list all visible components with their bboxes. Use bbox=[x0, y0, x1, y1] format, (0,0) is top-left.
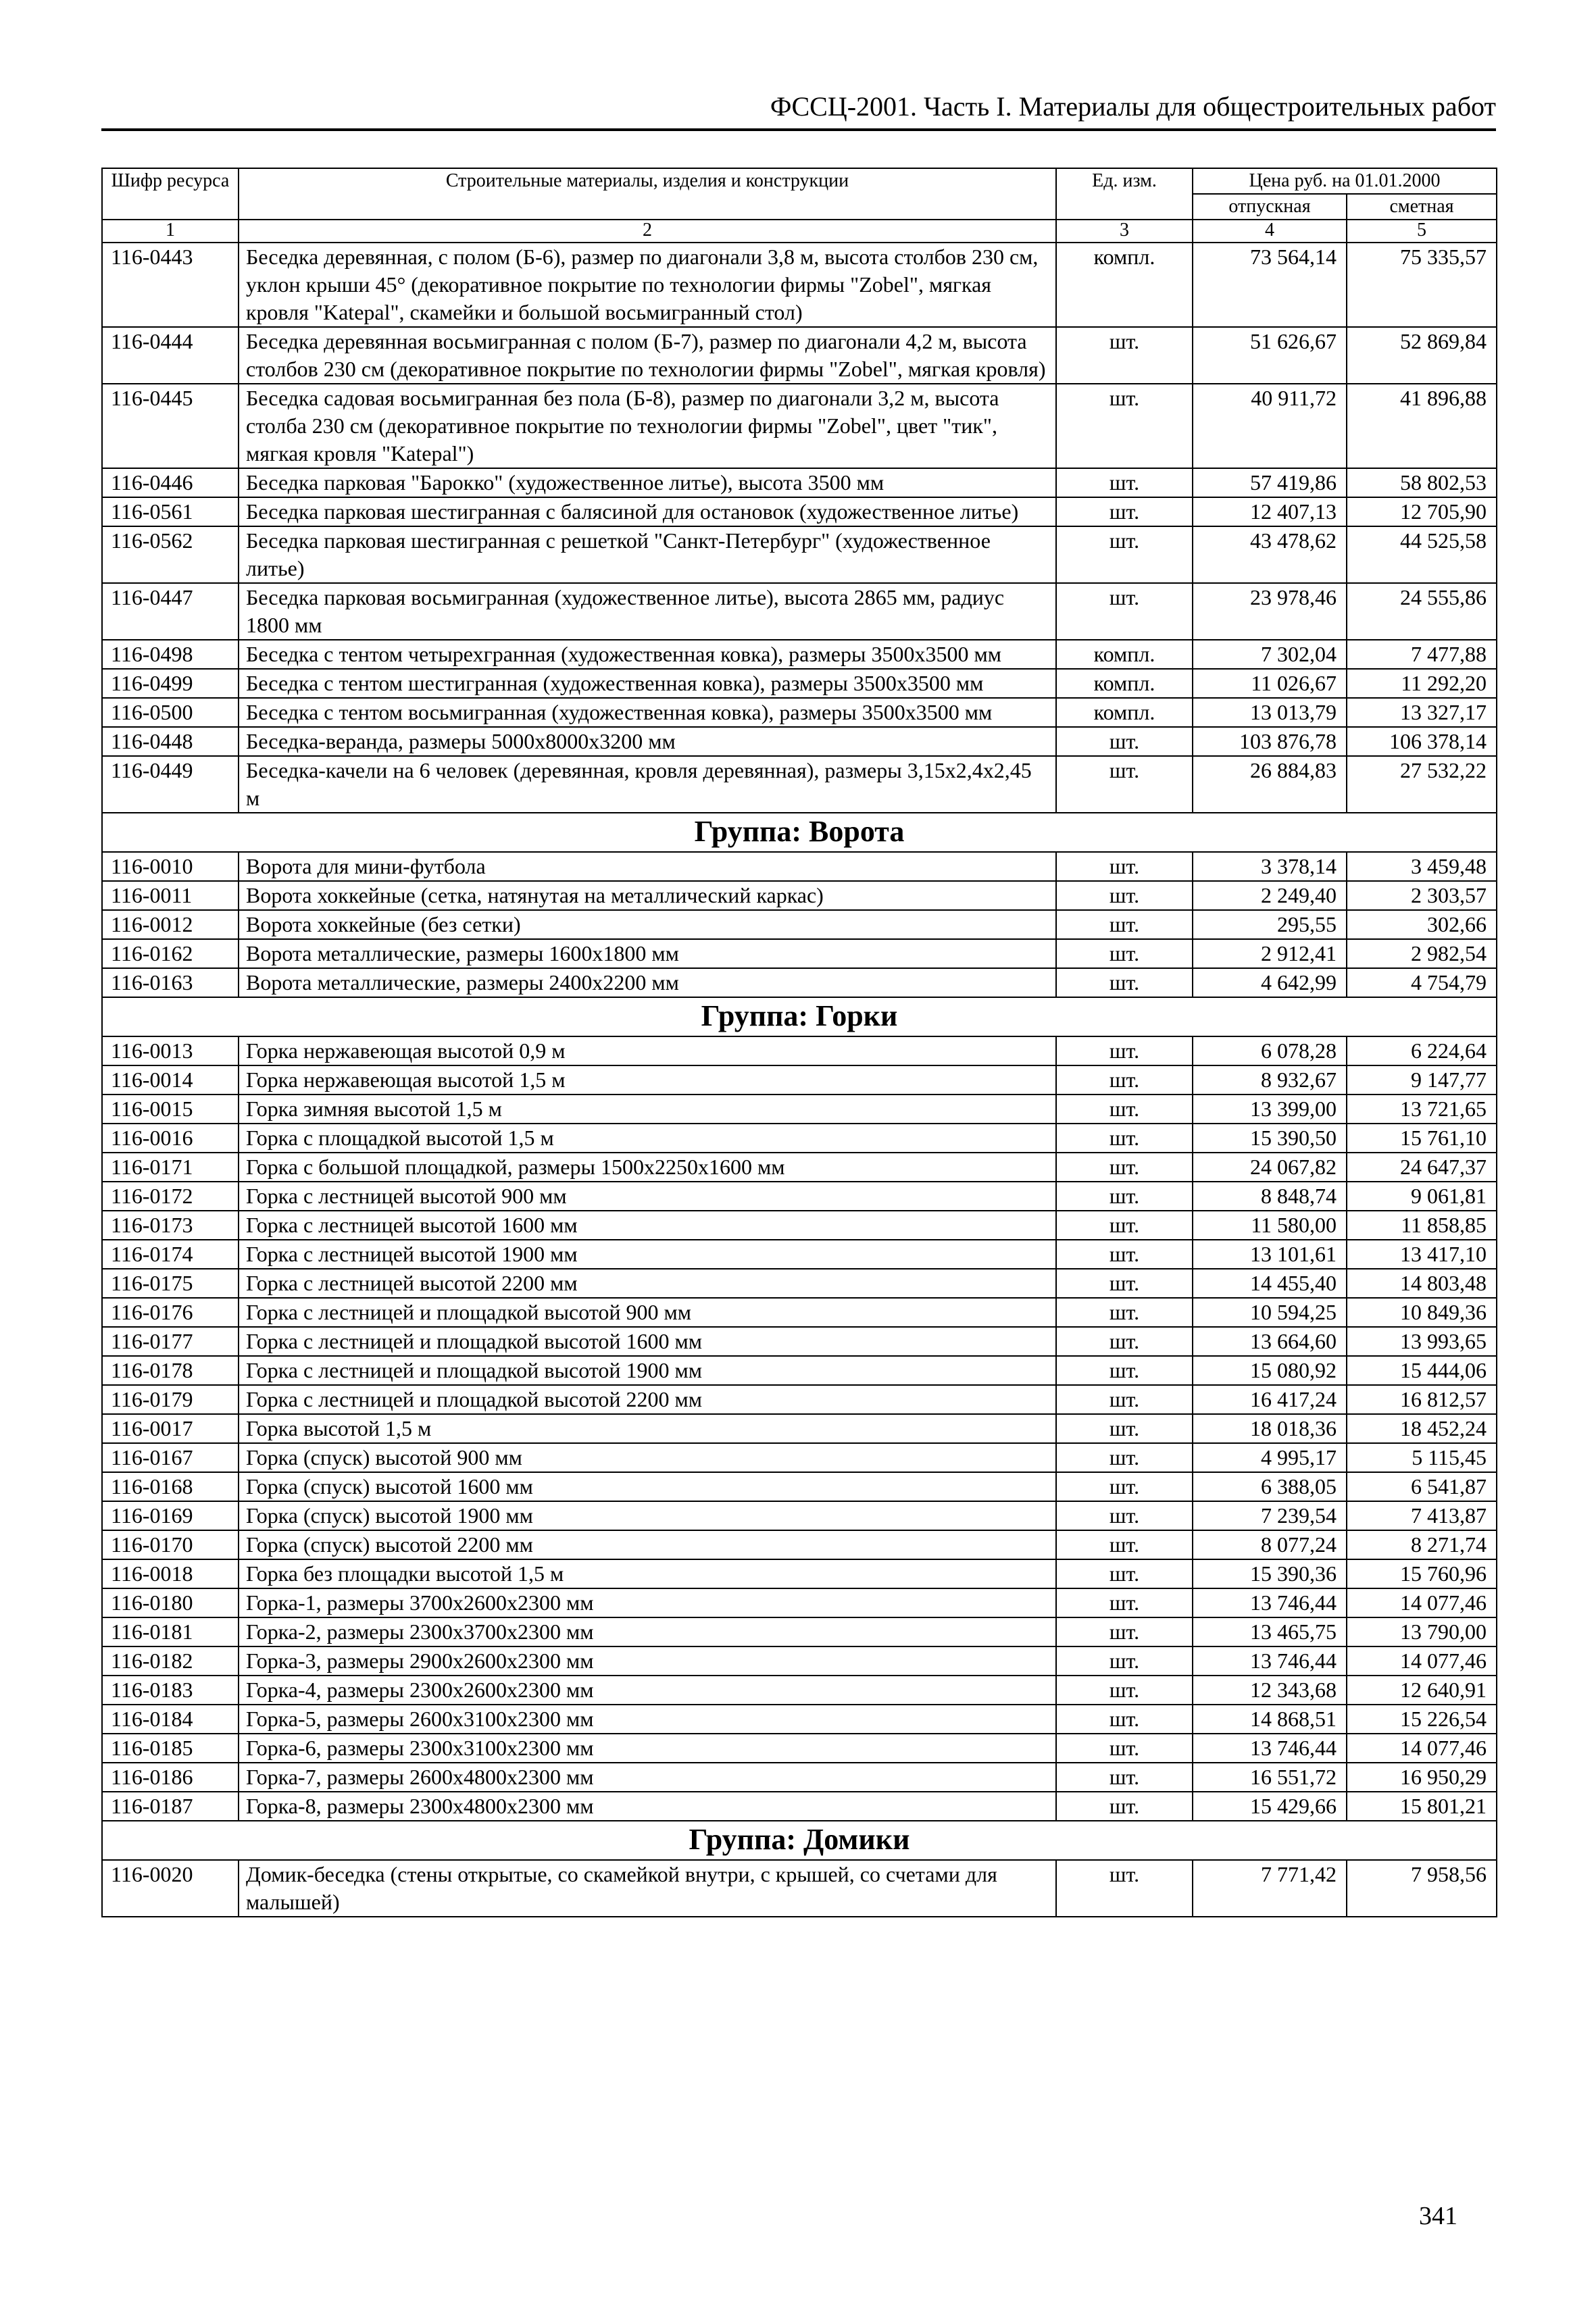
resource-code: 116-0174 bbox=[102, 1240, 239, 1269]
material-name: Горка-5, размеры 2600х3100х2300 мм bbox=[239, 1705, 1056, 1734]
unit-of-measure: шт. bbox=[1056, 1588, 1193, 1617]
material-name: Горка-6, размеры 2300х3100х2300 мм bbox=[239, 1734, 1056, 1763]
estimate-price: 13 721,65 bbox=[1347, 1095, 1497, 1124]
estimate-price: 52 869,84 bbox=[1347, 327, 1497, 384]
release-price: 7 239,54 bbox=[1193, 1501, 1347, 1530]
table-row bbox=[102, 1414, 1497, 1443]
page-header: ФССЦ-2001. Часть I. Материалы для общестроительных работ bbox=[101, 89, 1496, 131]
estimate-price: 13 417,10 bbox=[1347, 1240, 1497, 1269]
group-header-row bbox=[102, 1821, 1497, 1860]
table-row bbox=[102, 1065, 1497, 1095]
resource-code: 116-0012 bbox=[102, 910, 239, 939]
table-row bbox=[102, 526, 1497, 583]
table-row bbox=[102, 881, 1497, 910]
unit-of-measure: шт. bbox=[1056, 939, 1193, 968]
release-price: 13 746,44 bbox=[1193, 1588, 1347, 1617]
unit-of-measure: шт. bbox=[1056, 727, 1193, 756]
table-row bbox=[102, 1153, 1497, 1182]
resource-code: 116-0177 bbox=[102, 1327, 239, 1356]
resource-code: 116-0178 bbox=[102, 1356, 239, 1385]
column-number-row bbox=[102, 220, 1497, 243]
table-row bbox=[102, 1327, 1497, 1356]
resource-code: 116-0176 bbox=[102, 1298, 239, 1327]
table-row bbox=[102, 1646, 1497, 1676]
page-number: 341 bbox=[1419, 2202, 1457, 2230]
resource-code: 116-0167 bbox=[102, 1443, 239, 1472]
table-row bbox=[102, 1705, 1497, 1734]
table-row bbox=[102, 1036, 1497, 1065]
material-name: Горка-3, размеры 2900х2600х2300 мм bbox=[239, 1646, 1056, 1676]
release-price: 40 911,72 bbox=[1193, 384, 1347, 468]
unit-of-measure: шт. bbox=[1056, 583, 1193, 640]
resource-code: 116-0014 bbox=[102, 1065, 239, 1095]
estimate-price: 7 477,88 bbox=[1347, 640, 1497, 669]
unit-of-measure: шт. bbox=[1056, 384, 1193, 468]
release-price: 2 249,40 bbox=[1193, 881, 1347, 910]
resource-code: 116-0168 bbox=[102, 1472, 239, 1501]
material-name: Беседка с тентом четырехгранная (художественная ковка), размеры 3500х3500 мм bbox=[239, 640, 1056, 669]
price-table bbox=[101, 168, 1497, 1917]
table-row bbox=[102, 1240, 1497, 1269]
estimate-price: 9 061,81 bbox=[1347, 1182, 1497, 1211]
group-title: Группа: Горки bbox=[102, 997, 1497, 1036]
table-row bbox=[102, 1356, 1497, 1385]
release-price: 16 551,72 bbox=[1193, 1763, 1347, 1792]
unit-of-measure: шт. bbox=[1056, 526, 1193, 583]
table-row bbox=[102, 1559, 1497, 1588]
unit-of-measure: шт. bbox=[1056, 1617, 1193, 1646]
estimate-price: 11 858,85 bbox=[1347, 1211, 1497, 1240]
material-name: Ворота для мини-футбола bbox=[239, 852, 1056, 881]
table-row bbox=[102, 1530, 1497, 1559]
material-name: Беседка парковая шестигранная с балясиной для остановок (художественное литье) bbox=[239, 497, 1056, 526]
material-name: Беседка с тентом восьмигранная (художественная ковка), размеры 3500х3500 мм bbox=[239, 698, 1056, 727]
table-row bbox=[102, 1124, 1497, 1153]
table-row bbox=[102, 497, 1497, 526]
estimate-price: 7 958,56 bbox=[1347, 1860, 1497, 1917]
group-header-row bbox=[102, 813, 1497, 852]
unit-of-measure: шт. bbox=[1056, 1153, 1193, 1182]
material-name: Горка нержавеющая высотой 1,5 м bbox=[239, 1065, 1056, 1095]
estimate-price: 41 896,88 bbox=[1347, 384, 1497, 468]
table-row bbox=[102, 1269, 1497, 1298]
unit-of-measure: шт. bbox=[1056, 1124, 1193, 1153]
resource-code: 116-0162 bbox=[102, 939, 239, 968]
table-row bbox=[102, 1588, 1497, 1617]
unit-of-measure: шт. bbox=[1056, 1646, 1193, 1676]
estimate-price: 13 993,65 bbox=[1347, 1327, 1497, 1356]
release-price: 15 390,50 bbox=[1193, 1124, 1347, 1153]
estimate-price: 24 555,86 bbox=[1347, 583, 1497, 640]
resource-code: 116-0013 bbox=[102, 1036, 239, 1065]
col-number: 3 bbox=[1056, 220, 1193, 243]
header-estimate: сметная bbox=[1347, 194, 1497, 220]
estimate-price: 13 790,00 bbox=[1347, 1617, 1497, 1646]
table-row bbox=[102, 1676, 1497, 1705]
unit-of-measure: шт. bbox=[1056, 1763, 1193, 1792]
header-code: Шифр ресурса bbox=[102, 168, 239, 220]
release-price: 7 771,42 bbox=[1193, 1860, 1347, 1917]
release-price: 13 101,61 bbox=[1193, 1240, 1347, 1269]
material-name: Ворота металлические, размеры 1600х1800 мм bbox=[239, 939, 1056, 968]
estimate-price: 4 754,79 bbox=[1347, 968, 1497, 997]
estimate-price: 2 303,57 bbox=[1347, 881, 1497, 910]
unit-of-measure: шт. bbox=[1056, 1559, 1193, 1588]
table-row bbox=[102, 669, 1497, 698]
table-row bbox=[102, 1860, 1497, 1917]
material-name: Горка с лестницей и площадкой высотой 1600 мм bbox=[239, 1327, 1056, 1356]
table-row bbox=[102, 1443, 1497, 1472]
resource-code: 116-0443 bbox=[102, 243, 239, 327]
header-name: Строительные материалы, изделия и конструкции bbox=[239, 168, 1056, 220]
unit-of-measure: шт. bbox=[1056, 756, 1193, 813]
resource-code: 116-0169 bbox=[102, 1501, 239, 1530]
resource-code: 116-0185 bbox=[102, 1734, 239, 1763]
resource-code: 116-0183 bbox=[102, 1676, 239, 1705]
material-name: Горка (спуск) высотой 900 мм bbox=[239, 1443, 1056, 1472]
unit-of-measure: шт. bbox=[1056, 1676, 1193, 1705]
material-name: Беседка с тентом шестигранная (художественная ковка), размеры 3500х3500 мм bbox=[239, 669, 1056, 698]
resource-code: 116-0018 bbox=[102, 1559, 239, 1588]
estimate-price: 15 444,06 bbox=[1347, 1356, 1497, 1385]
release-price: 12 407,13 bbox=[1193, 497, 1347, 526]
release-price: 13 013,79 bbox=[1193, 698, 1347, 727]
release-price: 24 067,82 bbox=[1193, 1153, 1347, 1182]
resource-code: 116-0020 bbox=[102, 1860, 239, 1917]
release-price: 57 419,86 bbox=[1193, 468, 1347, 497]
estimate-price: 15 801,21 bbox=[1347, 1792, 1497, 1821]
table-row bbox=[102, 1298, 1497, 1327]
unit-of-measure: шт. bbox=[1056, 1211, 1193, 1240]
material-name: Горка (спуск) высотой 1900 мм bbox=[239, 1501, 1056, 1530]
release-price: 8 932,67 bbox=[1193, 1065, 1347, 1095]
table-row bbox=[102, 698, 1497, 727]
resource-code: 116-0187 bbox=[102, 1792, 239, 1821]
col-number: 1 bbox=[102, 220, 239, 243]
estimate-price: 75 335,57 bbox=[1347, 243, 1497, 327]
estimate-price: 9 147,77 bbox=[1347, 1065, 1497, 1095]
table-row bbox=[102, 1211, 1497, 1240]
table-row bbox=[102, 327, 1497, 384]
estimate-price: 11 292,20 bbox=[1347, 669, 1497, 698]
release-price: 3 378,14 bbox=[1193, 852, 1347, 881]
resource-code: 116-0182 bbox=[102, 1646, 239, 1676]
unit-of-measure: шт. bbox=[1056, 1356, 1193, 1385]
unit-of-measure: шт. bbox=[1056, 1065, 1193, 1095]
table-row bbox=[102, 243, 1497, 327]
estimate-price: 44 525,58 bbox=[1347, 526, 1497, 583]
resource-code: 116-0011 bbox=[102, 881, 239, 910]
material-name: Ворота хоккейные (сетка, натянутая на металлический каркас) bbox=[239, 881, 1056, 910]
unit-of-measure: шт. bbox=[1056, 468, 1193, 497]
material-name: Горка (спуск) высотой 1600 мм bbox=[239, 1472, 1056, 1501]
resource-code: 116-0448 bbox=[102, 727, 239, 756]
material-name: Горка без площадки высотой 1,5 м bbox=[239, 1559, 1056, 1588]
unit-of-measure: шт. bbox=[1056, 968, 1193, 997]
release-price: 51 626,67 bbox=[1193, 327, 1347, 384]
estimate-price: 2 982,54 bbox=[1347, 939, 1497, 968]
estimate-price: 13 327,17 bbox=[1347, 698, 1497, 727]
release-price: 295,55 bbox=[1193, 910, 1347, 939]
release-price: 13 465,75 bbox=[1193, 1617, 1347, 1646]
resource-code: 116-0184 bbox=[102, 1705, 239, 1734]
resource-code: 116-0499 bbox=[102, 669, 239, 698]
unit-of-measure: шт. bbox=[1056, 1036, 1193, 1065]
release-price: 10 594,25 bbox=[1193, 1298, 1347, 1327]
resource-code: 116-0498 bbox=[102, 640, 239, 669]
material-name: Горка-1, размеры 3700х2600х2300 мм bbox=[239, 1588, 1056, 1617]
resource-code: 116-0171 bbox=[102, 1153, 239, 1182]
unit-of-measure: шт. bbox=[1056, 1298, 1193, 1327]
material-name: Беседка парковая шестигранная с решеткой "Санкт-Петербург" (художественное литье) bbox=[239, 526, 1056, 583]
resource-code: 116-0163 bbox=[102, 968, 239, 997]
unit-of-measure: шт. bbox=[1056, 1530, 1193, 1559]
material-name: Горка-8, размеры 2300х4800х2300 мм bbox=[239, 1792, 1056, 1821]
resource-code: 116-0444 bbox=[102, 327, 239, 384]
release-price: 8 848,74 bbox=[1193, 1182, 1347, 1211]
resource-code: 116-0175 bbox=[102, 1269, 239, 1298]
material-name: Горка с лестницей высотой 2200 мм bbox=[239, 1269, 1056, 1298]
release-price: 7 302,04 bbox=[1193, 640, 1347, 669]
estimate-price: 14 077,46 bbox=[1347, 1734, 1497, 1763]
table-body bbox=[102, 243, 1497, 1917]
resource-code: 116-0010 bbox=[102, 852, 239, 881]
material-name: Горка (спуск) высотой 2200 мм bbox=[239, 1530, 1056, 1559]
release-price: 43 478,62 bbox=[1193, 526, 1347, 583]
table-row bbox=[102, 852, 1497, 881]
estimate-price: 7 413,87 bbox=[1347, 1501, 1497, 1530]
estimate-price: 3 459,48 bbox=[1347, 852, 1497, 881]
release-price: 13 664,60 bbox=[1193, 1327, 1347, 1356]
estimate-price: 12 705,90 bbox=[1347, 497, 1497, 526]
resource-code: 116-0016 bbox=[102, 1124, 239, 1153]
resource-code: 116-0445 bbox=[102, 384, 239, 468]
material-name: Беседка-веранда, размеры 5000х8000х3200 мм bbox=[239, 727, 1056, 756]
col-number: 5 bbox=[1347, 220, 1497, 243]
release-price: 26 884,83 bbox=[1193, 756, 1347, 813]
estimate-price: 14 803,48 bbox=[1347, 1269, 1497, 1298]
estimate-price: 6 224,64 bbox=[1347, 1036, 1497, 1065]
material-name: Беседка парковая восьмигранная (художественное литье), высота 2865 мм, радиус 1800 мм bbox=[239, 583, 1056, 640]
group-header-row bbox=[102, 997, 1497, 1036]
release-price: 18 018,36 bbox=[1193, 1414, 1347, 1443]
table-row bbox=[102, 910, 1497, 939]
release-price: 15 390,36 bbox=[1193, 1559, 1347, 1588]
table-row bbox=[102, 756, 1497, 813]
release-price: 16 417,24 bbox=[1193, 1385, 1347, 1414]
material-name: Горка с площадкой высотой 1,5 м bbox=[239, 1124, 1056, 1153]
release-price: 15 080,92 bbox=[1193, 1356, 1347, 1385]
unit-of-measure: шт. bbox=[1056, 910, 1193, 939]
resource-code: 116-0179 bbox=[102, 1385, 239, 1414]
col-number: 2 bbox=[239, 220, 1056, 243]
table-row bbox=[102, 939, 1497, 968]
release-price: 13 746,44 bbox=[1193, 1734, 1347, 1763]
resource-code: 116-0172 bbox=[102, 1182, 239, 1211]
release-price: 11 026,67 bbox=[1193, 669, 1347, 698]
unit-of-measure: шт. bbox=[1056, 852, 1193, 881]
material-name: Горка зимняя высотой 1,5 м bbox=[239, 1095, 1056, 1124]
material-name: Горка-2, размеры 2300х3700х2300 мм bbox=[239, 1617, 1056, 1646]
material-name: Горка с лестницей высотой 1900 мм bbox=[239, 1240, 1056, 1269]
release-price: 13 399,00 bbox=[1193, 1095, 1347, 1124]
estimate-price: 10 849,36 bbox=[1347, 1298, 1497, 1327]
resource-code: 116-0173 bbox=[102, 1211, 239, 1240]
table-row bbox=[102, 640, 1497, 669]
estimate-price: 27 532,22 bbox=[1347, 756, 1497, 813]
table-row bbox=[102, 1792, 1497, 1821]
unit-of-measure: шт. bbox=[1056, 1792, 1193, 1821]
resource-code: 116-0500 bbox=[102, 698, 239, 727]
material-name: Горка с лестницей и площадкой высотой 1900 мм bbox=[239, 1356, 1056, 1385]
release-price: 103 876,78 bbox=[1193, 727, 1347, 756]
estimate-price: 16 950,29 bbox=[1347, 1763, 1497, 1792]
material-name: Домик-беседка (стены открытые, со скамейкой внутри, с крышей, со счетами для малышей) bbox=[239, 1860, 1056, 1917]
group-title: Группа: Домики bbox=[102, 1821, 1497, 1860]
header-release: отпускная bbox=[1193, 194, 1347, 220]
unit-of-measure: шт. bbox=[1056, 1734, 1193, 1763]
material-name: Беседка-качели на 6 человек (деревянная, кровля деревянная), размеры 3,15х2,4х2,45 м bbox=[239, 756, 1056, 813]
estimate-price: 18 452,24 bbox=[1347, 1414, 1497, 1443]
unit-of-measure: шт. bbox=[1056, 1327, 1193, 1356]
material-name: Горка с лестницей и площадкой высотой 2200 мм bbox=[239, 1385, 1056, 1414]
table-row bbox=[102, 1385, 1497, 1414]
unit-of-measure: шт. bbox=[1056, 1705, 1193, 1734]
release-price: 11 580,00 bbox=[1193, 1211, 1347, 1240]
estimate-price: 58 802,53 bbox=[1347, 468, 1497, 497]
resource-code: 116-0170 bbox=[102, 1530, 239, 1559]
table-row bbox=[102, 727, 1497, 756]
unit-of-measure: шт. bbox=[1056, 1095, 1193, 1124]
estimate-price: 8 271,74 bbox=[1347, 1530, 1497, 1559]
material-name: Горка высотой 1,5 м bbox=[239, 1414, 1056, 1443]
table-row bbox=[102, 1763, 1497, 1792]
release-price: 73 564,14 bbox=[1193, 243, 1347, 327]
resource-code: 116-0181 bbox=[102, 1617, 239, 1646]
col-number: 4 bbox=[1193, 220, 1347, 243]
release-price: 4 642,99 bbox=[1193, 968, 1347, 997]
table-row bbox=[102, 1501, 1497, 1530]
unit-of-measure: шт. bbox=[1056, 1182, 1193, 1211]
material-name: Горка-4, размеры 2300х2600х2300 мм bbox=[239, 1676, 1056, 1705]
release-price: 13 746,44 bbox=[1193, 1646, 1347, 1676]
material-name: Ворота хоккейные (без сетки) bbox=[239, 910, 1056, 939]
release-price: 2 912,41 bbox=[1193, 939, 1347, 968]
resource-code: 116-0446 bbox=[102, 468, 239, 497]
group-title: Группа: Ворота bbox=[102, 813, 1497, 852]
unit-of-measure: шт. bbox=[1056, 1472, 1193, 1501]
estimate-price: 6 541,87 bbox=[1347, 1472, 1497, 1501]
unit-of-measure: шт. bbox=[1056, 497, 1193, 526]
unit-of-measure: компл. bbox=[1056, 243, 1193, 327]
release-price: 8 077,24 bbox=[1193, 1530, 1347, 1559]
unit-of-measure: шт. bbox=[1056, 1385, 1193, 1414]
release-price: 6 078,28 bbox=[1193, 1036, 1347, 1065]
table-row bbox=[102, 583, 1497, 640]
unit-of-measure: шт. bbox=[1056, 881, 1193, 910]
material-name: Горка нержавеющая высотой 0,9 м bbox=[239, 1036, 1056, 1065]
table-row bbox=[102, 468, 1497, 497]
table-row bbox=[102, 1472, 1497, 1501]
table-row bbox=[102, 384, 1497, 468]
estimate-price: 15 761,10 bbox=[1347, 1124, 1497, 1153]
estimate-price: 14 077,46 bbox=[1347, 1588, 1497, 1617]
unit-of-measure: компл. bbox=[1056, 669, 1193, 698]
material-name: Беседка садовая восьмигранная без пола (Б-8), размер по диагонали 3,2 м, высота столба 230 см (декоративное покрытие по технологии фирмы "Zobel", цвет "тик", мягкая кровля "Katepal") bbox=[239, 384, 1056, 468]
material-name: Беседка деревянная восьмигранная с полом (Б-7), размер по диагонали 4,2 м, высота столбов 230 см (декоративное покрытие по технологии фирмы "Zobel", мягкая кровля) bbox=[239, 327, 1056, 384]
material-name: Беседка парковая "Барокко" (художественное литье), высота 3500 мм bbox=[239, 468, 1056, 497]
material-name: Беседка деревянная, с полом (Б-6), размер по диагонали 3,8 м, высота столбов 230 см, уклон крыши 45° (декоративное покрытие по технологии фирмы "Zobel", мягкая кровля "Katepal", скамейки и большой восьмигранный стол) bbox=[239, 243, 1056, 327]
resource-code: 116-0562 bbox=[102, 526, 239, 583]
unit-of-measure: шт. bbox=[1056, 1269, 1193, 1298]
estimate-price: 106 378,14 bbox=[1347, 727, 1497, 756]
resource-code: 116-0186 bbox=[102, 1763, 239, 1792]
resource-code: 116-0180 bbox=[102, 1588, 239, 1617]
table-row bbox=[102, 1182, 1497, 1211]
release-price: 12 343,68 bbox=[1193, 1676, 1347, 1705]
resource-code: 116-0561 bbox=[102, 497, 239, 526]
material-name: Горка с лестницей высотой 900 мм bbox=[239, 1182, 1056, 1211]
unit-of-measure: шт. bbox=[1056, 1501, 1193, 1530]
header-price-group: Цена руб. на 01.01.2000 bbox=[1193, 168, 1497, 194]
estimate-price: 5 115,45 bbox=[1347, 1443, 1497, 1472]
release-price: 14 868,51 bbox=[1193, 1705, 1347, 1734]
table-row bbox=[102, 968, 1497, 997]
release-price: 6 388,05 bbox=[1193, 1472, 1347, 1501]
release-price: 23 978,46 bbox=[1193, 583, 1347, 640]
material-name: Горка с лестницей высотой 1600 мм bbox=[239, 1211, 1056, 1240]
unit-of-measure: шт. bbox=[1056, 1443, 1193, 1472]
estimate-price: 16 812,57 bbox=[1347, 1385, 1497, 1414]
unit-of-measure: компл. bbox=[1056, 640, 1193, 669]
resource-code: 116-0447 bbox=[102, 583, 239, 640]
header-unit: Ед. изм. bbox=[1056, 168, 1193, 220]
unit-of-measure: шт. bbox=[1056, 1414, 1193, 1443]
material-name: Ворота металлические, размеры 2400х2200 мм bbox=[239, 968, 1056, 997]
resource-code: 116-0015 bbox=[102, 1095, 239, 1124]
release-price: 14 455,40 bbox=[1193, 1269, 1347, 1298]
release-price: 4 995,17 bbox=[1193, 1443, 1347, 1472]
material-name: Горка с лестницей и площадкой высотой 900 мм bbox=[239, 1298, 1056, 1327]
estimate-price: 12 640,91 bbox=[1347, 1676, 1497, 1705]
resource-code: 116-0449 bbox=[102, 756, 239, 813]
unit-of-measure: шт. bbox=[1056, 1860, 1193, 1917]
table-row bbox=[102, 1095, 1497, 1124]
material-name: Горка с большой площадкой, размеры 1500х2250х1600 мм bbox=[239, 1153, 1056, 1182]
estimate-price: 15 226,54 bbox=[1347, 1705, 1497, 1734]
estimate-price: 15 760,96 bbox=[1347, 1559, 1497, 1588]
unit-of-measure: шт. bbox=[1056, 1240, 1193, 1269]
estimate-price: 302,66 bbox=[1347, 910, 1497, 939]
estimate-price: 14 077,46 bbox=[1347, 1646, 1497, 1676]
release-price: 15 429,66 bbox=[1193, 1792, 1347, 1821]
unit-of-measure: шт. bbox=[1056, 327, 1193, 384]
resource-code: 116-0017 bbox=[102, 1414, 239, 1443]
unit-of-measure: компл. bbox=[1056, 698, 1193, 727]
material-name: Горка-7, размеры 2600х4800х2300 мм bbox=[239, 1763, 1056, 1792]
estimate-price: 24 647,37 bbox=[1347, 1153, 1497, 1182]
table-row bbox=[102, 1734, 1497, 1763]
table-row bbox=[102, 1617, 1497, 1646]
